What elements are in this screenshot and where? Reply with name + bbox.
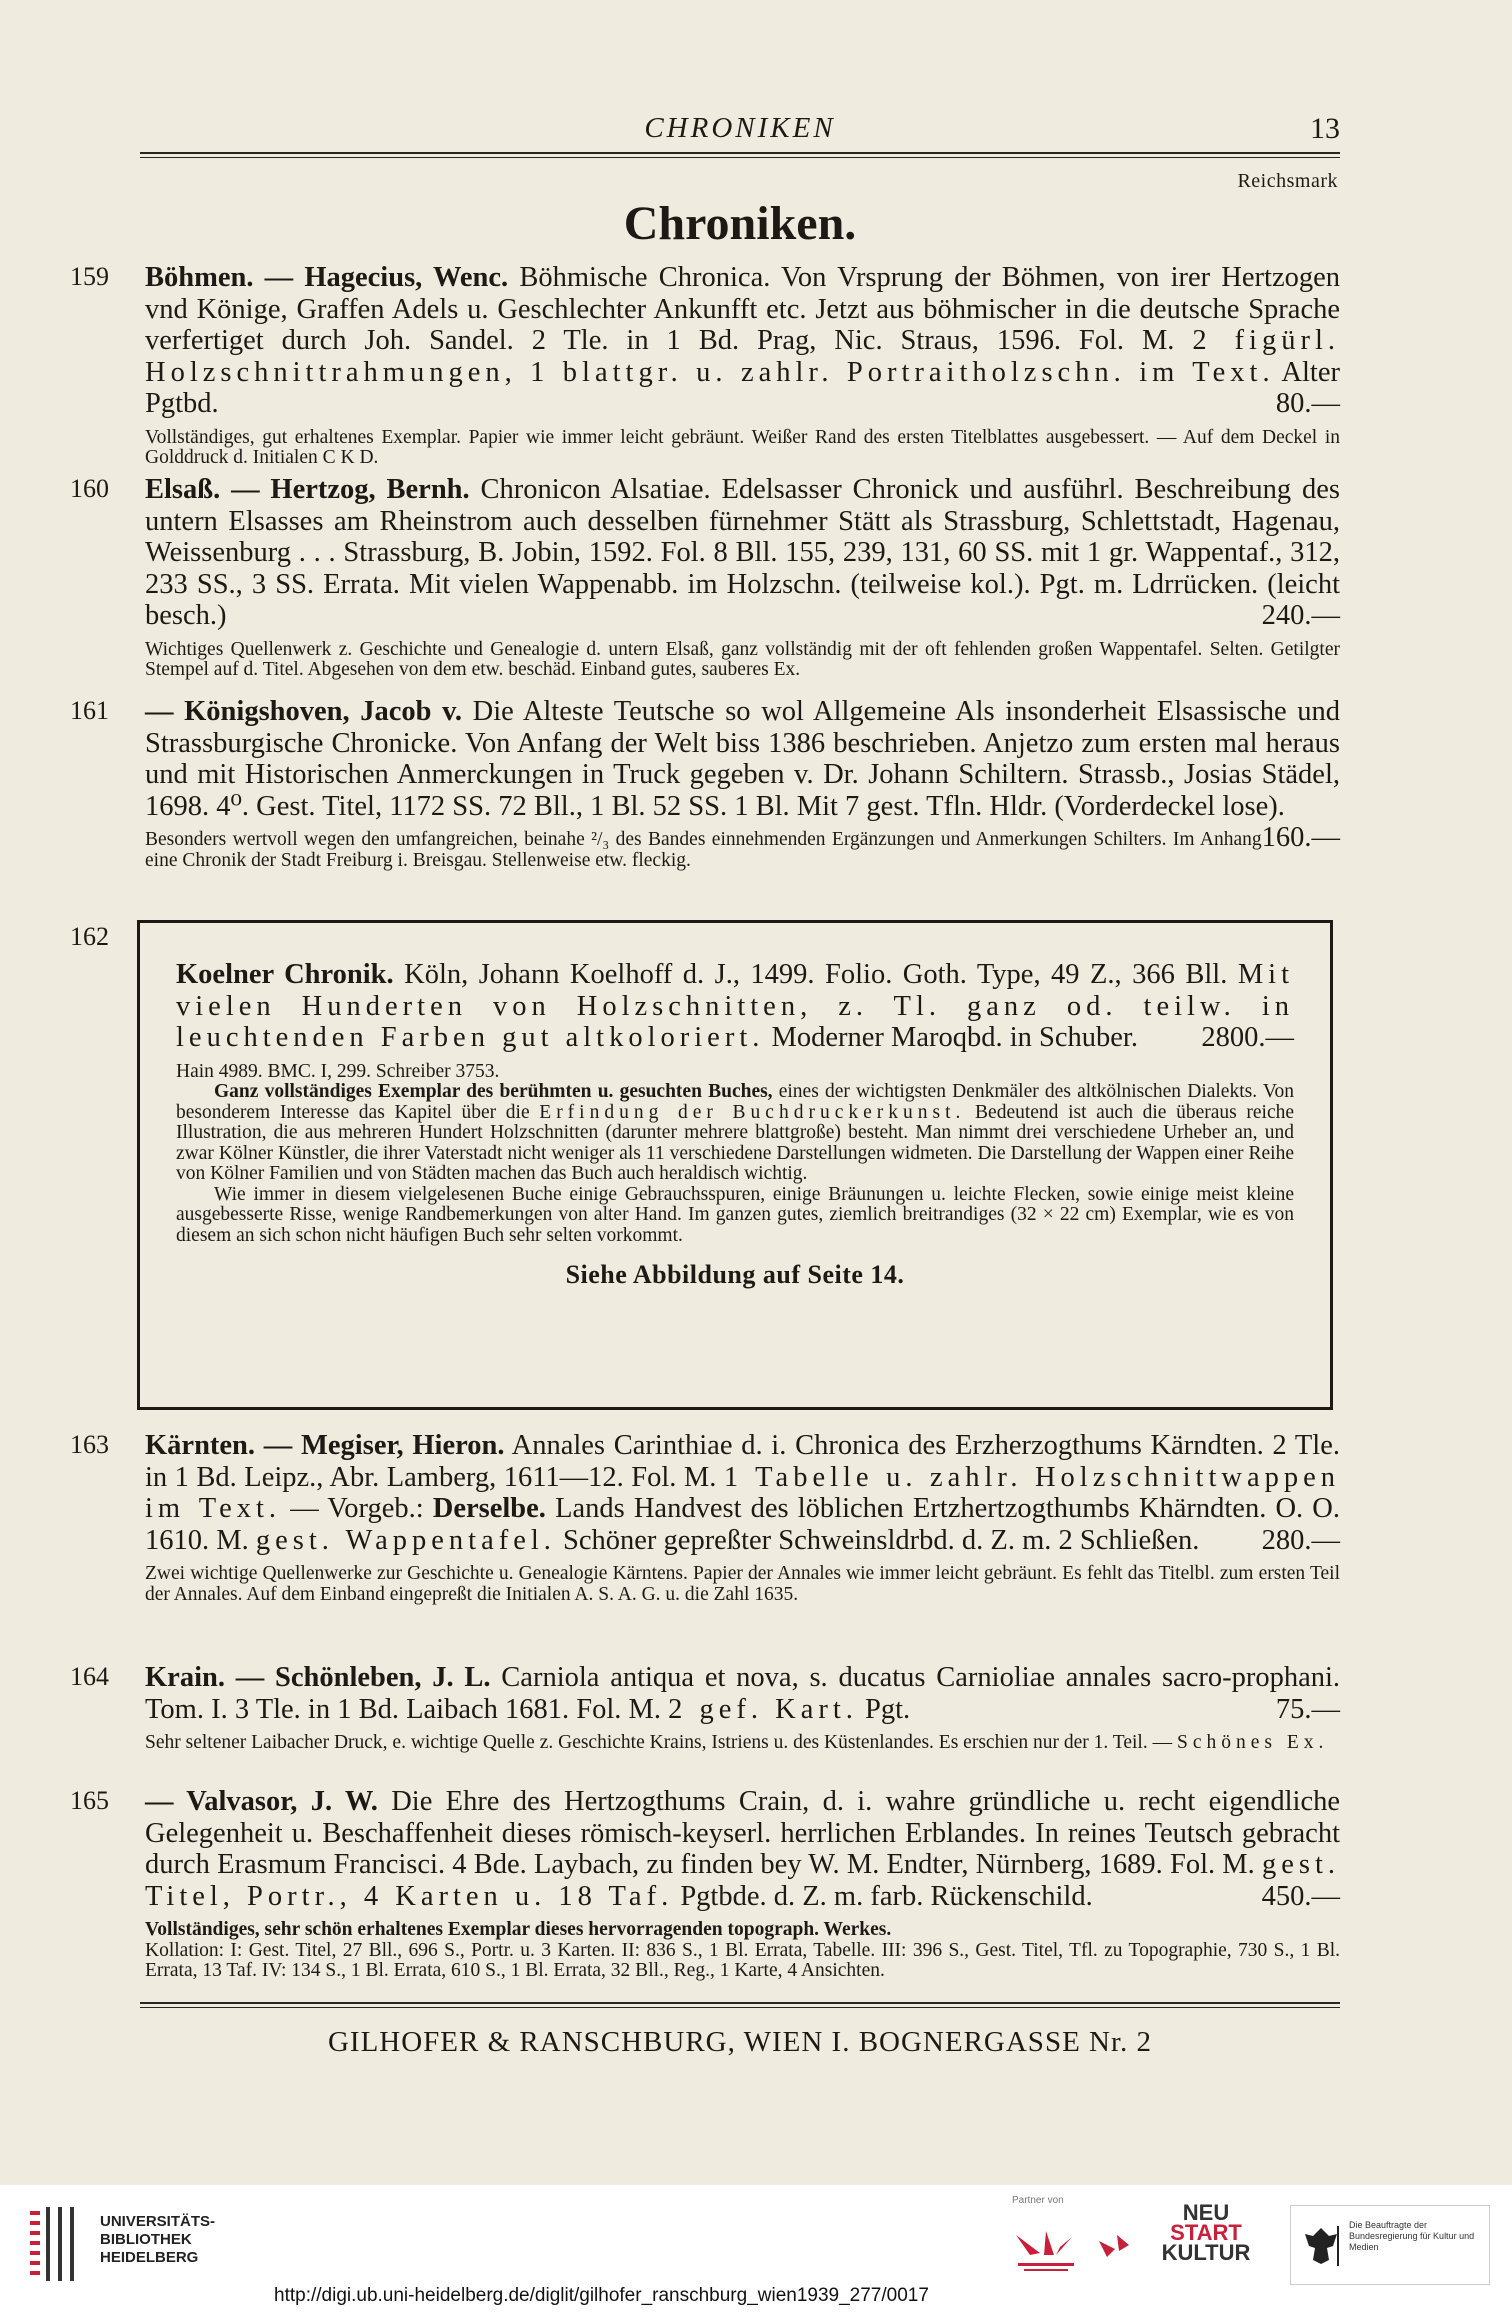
entry-number: 165	[70, 1786, 109, 1815]
currency-label: Reichsmark	[1237, 170, 1338, 192]
entry-note: Wichtiges Quellenwerk z. Geschichte und Genealogie d. untern Elsaß, ganz vollständig mit der oft fehlenden großen Wappentafel. Selten. Getilgter Stempel auf d. Titel. Abgesehen von dem etw. beschäd. Einband gutes, sauberes Ex.	[145, 638, 1340, 680]
note-paragraph: Ganz vollständiges Exemplar des berühmten u. gesuchten Buches, eines der wichtigsten Denkmäler des altkölnischen Dialekts. Von besonderem Interesse das Kapitel über die Erfindung der Buchdruckerkunst. Bedeutend ist auch die überaus reiche Illustration, die aus mehreren Hundert Holzschnitten (darunter mehrere blattgroße) besteht. Man nimmt drei verschiedene Urheber an, und zwar Kölner Künstler, die ihrer Vaterstadt nicht weniger als 11 verschiedene Darstellungen widmeten. Die Darstellung der Wappen einer Reihe von Kölner Familien und von Städten machen das Buch auch heraldisch wichtig.	[176, 1081, 1295, 1184]
neustart-kultur-logo: NEU START KULTUR	[1161, 2200, 1251, 2265]
catalog-entry	[70, 696, 1340, 871]
entry-author: Böhmen. — Hagecius, Wenc.	[145, 262, 509, 293]
boxed-entry	[176, 959, 1294, 1290]
catalog-entry	[70, 474, 1340, 681]
entry-description: Kärnten. — Megiser, Hieron. Annales Carinthiae d. i. Chronica des Erzherzogthums Kärndten. 2 Tle. in 1 Bd. Leipz., Abr. Lamberg, 1611—12. Fol. M. 1 Tabelle u. zahlr. Holzschnittwappen im Text. — Vorgeb.: Derselbe. Lands Handvest des löblichen Ertzhertzogthumbs Khärndten. O. O. 1610. M. gest. Wappentafel. Schöner gepreßter Schweinsldrbd. d. Z. m. 2 Schließen. 280.—	[145, 1430, 1341, 1556]
entry-note: Zwei wichtige Quellenwerke zur Geschichte u. Genealogie Kärntens. Papier der Annales wie immer leicht gebräunt. Es fehlt das Titelbl. zum ersten Teil der Annales. Auf dem Einband eingepreßt die Initialen A. S. A. G. u. die Zahl 1635.	[145, 1563, 1340, 1605]
entry-author: Koelner Chronik.	[176, 959, 394, 990]
entry-description: Elsaß. — Hertzog, Bernh. Chronicon Alsatiae. Edelsasser Chronick und ausführl. Beschreibung des untern Elsasses am Rheinstrom auch desselben fürnehmer Stätt als Strassburg, Schlettstadt, Hagenau, Weissenburg . . . Strassburg, B. Jobin, 1592. Fol. 8 Bll. 155, 239, 131, 60 SS. mit 1 gr. Wappentaf., 312, 233 SS., 3 SS. Errata. Mit vielen Wappenabb. im Holzschn. (teilweise kol.). Pgt. m. Ldrrücken. (leicht besch.) 240.—	[145, 474, 1340, 631]
entry-description: Böhmen. — Hagecius, Wenc. Böhmische Chronica. Von Vrsprung der Böhmen, von irer Hertzogen vnd Könige, Graffen Adels u. Geschlechter Ankunfft etc. Jetzt aus böhmischer in die deutsche Sprache verfertiget durch Joh. Sandel. 2 Tle. in 1 Bd. Prag, Nic. Straus, 1596. Fol. M. 2 figürl. Holzschnittrahmungen, 1 blattgr. u. zahlr. Portraitholzschn. im Text. Alter Pgtbd. 80.—	[145, 262, 1340, 419]
catalog-entry	[70, 1430, 1341, 1605]
catalog-entry	[70, 1786, 1340, 1982]
entry-author: — Valvasor, J. W.	[145, 1786, 378, 1817]
entry-author: Kärnten. — Megiser, Hieron.	[145, 1430, 505, 1461]
entry-number: 162	[70, 922, 109, 951]
entry-description: — Valvasor, J. W. Die Ehre des Hertzogthums Crain, d. i. wahre gründliche u. recht eigendliche Gelegenheit u. Beschaffenheit dieses römisch-keyserl. herrlichen Erblandes. In reines Teutsch gebracht durch Erasmum Francisci. 4 Bde. Laybach, zu finden bey W. M. Endter, Nürnberg, 1689. Fol. M. gest. Titel, Portr., 4 Karten u. 18 Taf. Pgtbde. d. Z. m. farb. Rückenschild. 450.—	[145, 1786, 1340, 1912]
entry-price: 450.—	[1261, 1880, 1340, 1912]
entry-number: 163	[70, 1430, 109, 1459]
federal-eagle-icon	[1301, 2224, 1341, 2268]
running-title: CHRONIKEN	[644, 112, 836, 144]
federal-government-logo	[1290, 2205, 1490, 2285]
collation-paragraph: Kollation: I: Gest. Titel, 27 Bll., 696 S., Portr. u. 3 Karten. II: 836 S., 1 Bl. Errata, Tabelle. III: 396 S., Gest. Titel, Tfl. zu Topographie, 730 S., 1 Bl. Errata, 13 Taf. IV: 134 S., 1 Bl. Errata, 610 S., 1 Bl. Errata, 32 Bll., Reg., 1 Karte, 4 Ansichten.	[145, 1939, 1340, 1981]
federal-government-text: Die Beauftragte der Bundesregierung für Kultur und Medien	[1349, 2220, 1475, 2252]
entry-number: 159	[70, 262, 109, 291]
entry-number: 160	[70, 474, 109, 503]
entry-price: 240.—	[1261, 600, 1340, 631]
footer-rule-thin	[140, 2007, 1340, 2008]
entry-author: Krain. — Schönleben, J. L.	[145, 1662, 491, 1693]
section-title: Chroniken.	[623, 197, 857, 250]
university-library-logo-icon	[30, 2205, 88, 2283]
entry-price: 2800.—	[1201, 1022, 1294, 1053]
entry-note: Vollständiges, gut erhaltenes Exemplar. Papier wie immer leicht gebräunt. Weißer Rand des ersten Titelblattes ausgebessert. — Auf dem Deckel in Golddruck d. Initialen C K D.	[145, 426, 1340, 468]
note-paragraph: Wie immer in diesem vielgelesenen Buche einige Gebrauchsspuren, einige Bräunungen u. leichte Flecken, sowie einige meist kleine ausgebesserte Risse, wenige Randbemerkungen von alter Hand. Im ganzen gutes, ziemlich breitrandiges (32 × 22 cm) Exemplar, wie es von diesem an sich schon nicht häufigen Buch sehr selten vorkommt.	[176, 1183, 1294, 1246]
entry-description: — Königshoven, Jacob v. Die Alteste Teutsche so wol Allgemeine Als insonderheit Elsassische und Strassburgische Chronicke. Von Anfang der Welt biss 1386 beschrieben. Anjetzo zum ersten mal heraus und mit Historischen Anmerckungen in Truck gegeben v. Dr. Johann Schiltern. Strassb., Josias Städel, 1698. 4⁰. Gest. Titel, 1172 SS. 72 Bll., 1 Bl. 52 SS. 1 Bl. Mit 7 gest. Tfln. Hldr. (Vorderdeckel lose). 160.—	[145, 696, 1340, 853]
entry-number: 161	[70, 696, 109, 725]
entry-price: 280.—	[1261, 1524, 1340, 1556]
entry-note	[176, 1062, 1294, 1247]
entry-author: Elsaß. — Hertzog, Bernh.	[145, 474, 470, 505]
running-header	[140, 112, 1340, 150]
entry-number: 164	[70, 1662, 109, 1691]
library-name: UNIVERSITÄTS- BIBLIOTHEK HEIDELBERG	[100, 2213, 216, 2266]
entry-note: Besonders wertvoll wegen den umfangreichen, beinahe ²/₃ des Bandes einnehmenden Ergänzungen und Anmerkungen Schilters. Im Anhang eine Chronik der Stadt Freiburg i. Breisgau. Stellenweise etw. fleckig.	[145, 829, 1262, 871]
footer-rule	[140, 2002, 1340, 2004]
page-number: 13	[1310, 112, 1340, 145]
entry-price: 160.—	[1261, 822, 1340, 853]
entry-price: 80.—	[1275, 388, 1340, 419]
header-rule-thin	[140, 157, 1340, 158]
highlight-box	[137, 920, 1333, 1410]
header-rule	[140, 152, 1340, 154]
publisher-line: GILHOFER & RANSCHBURG, WIEN I. BOGNERGASSE Nr. 2	[327, 2026, 1153, 2058]
bibliographic-reference: Hain 4989. BMC. I, 299. Schreiber 3753.	[176, 1060, 500, 1082]
entry-description: Krain. — Schönleben, J. L. Carniola antiqua et nova, s. ducatus Carnioliae annales sacro-prophani. Tom. I. 3 Tle. in 1 Bd. Laibach 1681. Fol. M. 2 gef. Kart. Pgt. 75.—	[145, 1662, 1341, 1725]
entry-note: Sehr seltener Laibacher Druck, e. wichtige Quelle z. Geschichte Krains, Istriens u. des Küstenlandes. Es erschien nur der 1. Teil. — Schönes Ex.	[145, 1732, 1329, 1753]
see-illustration-caption: Siehe Abbildung auf Seite 14.	[565, 1260, 905, 1289]
entry-price: 75.—	[1275, 1693, 1340, 1725]
library-footer-bar	[0, 2185, 1512, 2314]
catalog-entry	[70, 1662, 1341, 1754]
note-paragraph: Vollständiges, sehr schön erhaltenes Exemplar dieses hervorragenden topograph. Werkes.	[145, 1919, 892, 1940]
entry-description: Koelner Chronik. Köln, Johann Koelhoff d. J., 1499. Folio. Goth. Type, 49 Z., 366 Bll. Mit vielen Hunderten von Holzschnitten, z. Tl. ganz od. teilw. in leuchtenden Farben gut altkoloriert. Moderner Maroqbd. in Schuber. 2800.—	[176, 959, 1294, 1053]
partner-mark-icon	[1095, 2227, 1135, 2267]
entry-note	[145, 1920, 1340, 1982]
partner-label: Partner von	[1012, 2195, 1064, 2206]
catalog-entry	[70, 262, 1340, 469]
permalink-url[interactable]: http://digi.ub.uni-heidelberg.de/diglit/gilhofer_ranschburg_wien1939_277/0017	[274, 2285, 929, 2306]
entry-author: — Königshoven, Jacob v.	[145, 696, 462, 727]
digital-library-partner-logo-icon	[1010, 2225, 1082, 2275]
